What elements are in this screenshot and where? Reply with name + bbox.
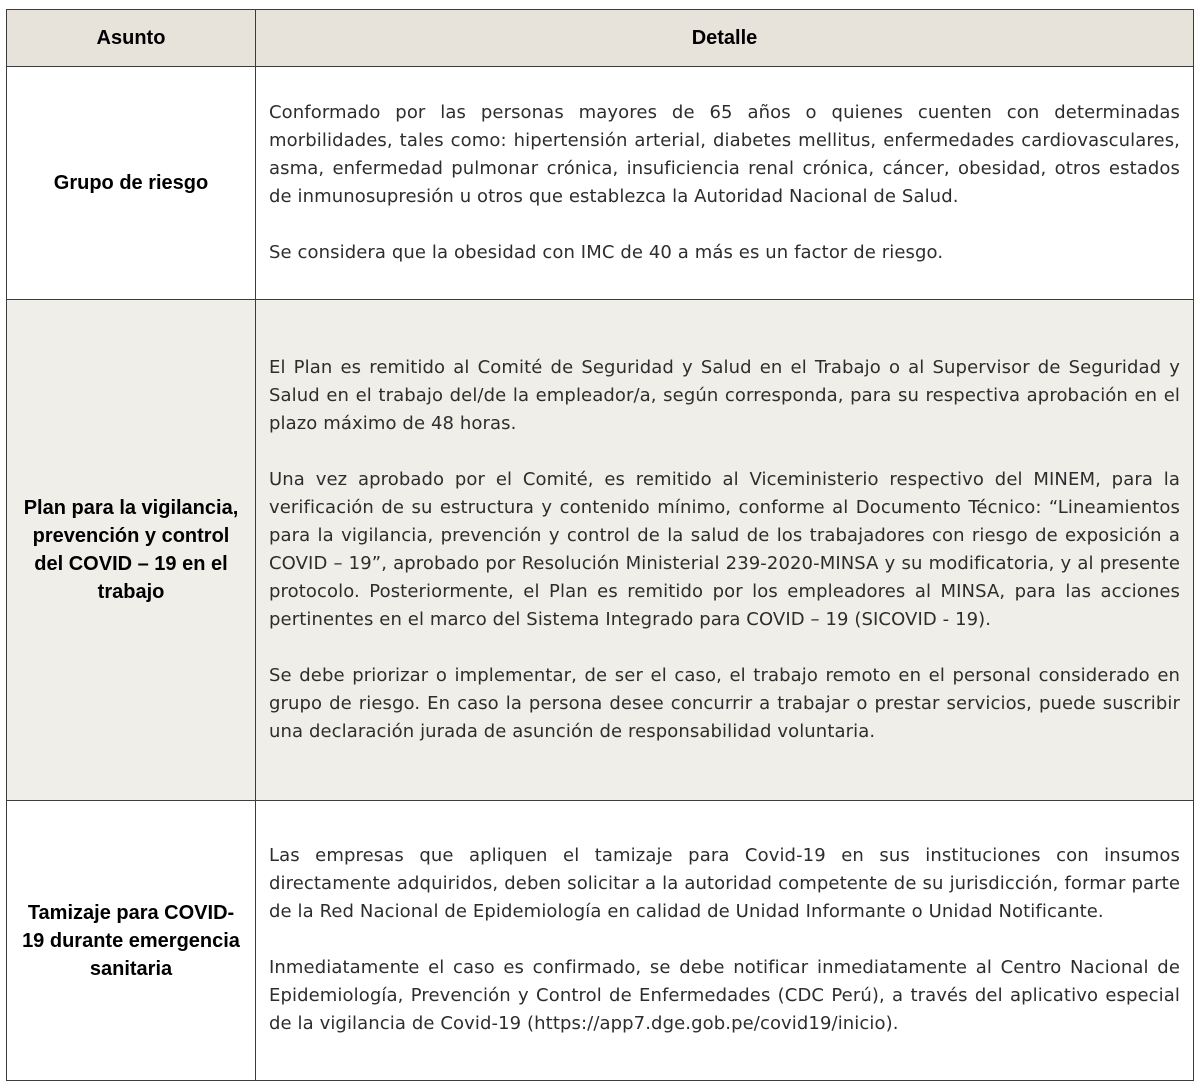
table-row-plan — [7, 300, 1194, 801]
row-subject: Grupo de riesgo — [7, 67, 256, 300]
row-subject: Plan para la vigilancia, prevención y control del COVID – 19 en el trabajo — [7, 300, 256, 801]
detail-paragraph: Conformado por las personas mayores de 65 años o quienes cuenten con determinadas morbilidades, tales como: hipertensión arterial, diabetes mellitus, enfermedades cardiovasculares, asma, enfermedad pulmonar crónica, insuficiencia renal crónica, cáncer, obesidad, otros estados de inmunosupresión u otros que establezca la Autoridad Nacional de Salud. — [269, 101, 1180, 207]
row-subject: Tamizaje para COVID-19 durante emergencia sanitaria — [7, 801, 256, 1081]
row-detail — [256, 801, 1194, 1081]
column-header-detail: Detalle — [256, 10, 1194, 67]
detail-paragraph: Se debe priorizar o implementar, de ser el caso, el trabajo remoto en el personal considerado en grupo de riesgo. En caso la persona desee concurrir a trabajar o prestar servicios, puede suscribir una declaración jurada de asunción de responsabilidad voluntaria. — [269, 664, 1180, 742]
column-header-subject: Asunto — [7, 10, 256, 67]
header-row — [7, 10, 1194, 67]
row-detail — [256, 67, 1194, 300]
table-row-screening — [7, 801, 1194, 1081]
table-row-risk-group — [7, 67, 1194, 300]
protocol-table — [6, 9, 1194, 1081]
detail-paragraph: El Plan es remitido al Comité de Seguridad y Salud en el Trabajo o al Supervisor de Seguridad y Salud en el trabajo del/de la empleador/a, según corresponda, para su respectiva aprobación en el plazo máximo de 48 horas. — [269, 356, 1180, 434]
detail-paragraph: Inmediatamente el caso es confirmado, se debe notificar inmediatamente al Centro Nacional de Epidemiología, Prevención y Control de Enfermedades (CDC Perú), a través del aplicativo especial de la vigilancia de Covid-19 (https://app7.dge.gob.pe/covid19/inicio). — [269, 957, 1180, 1034]
detail-paragraph: Una vez aprobado por el Comité, es remitido al Viceministerio respectivo del MINEM, para la verificación de su estructura y contenido mínimo, conforme al Documento Técnico: “Lineamientos para la vigilancia, prevención y control de la salud de los trabajadores con riesgo de exposición a COVID – 19”, aprobado por Resolución Ministerial 239-2020-MINSA y su modificatoria, y al presente protocolo. Posteriormente, el Plan es remitido por los empleadores al MINSA, para las acciones pertinentes en el marco del Sistema Integrado para COVID – 19 (SICOVID - 19). — [269, 468, 1180, 630]
detail-paragraph: Se considera que la obesidad con IMC de 40 a más es un factor de riesgo. — [269, 241, 944, 263]
detail-paragraph: Las empresas que apliquen el tamizaje para Covid-19 en sus instituciones con insumos directamente adquiridos, deben solicitar a la autoridad competente de su jurisdicción, formar parte de la Red Nacional de Epidemiología en calidad de Unidad Informante o Unidad Notificante. — [269, 845, 1180, 922]
row-detail — [256, 300, 1194, 801]
table-header — [7, 10, 1194, 67]
